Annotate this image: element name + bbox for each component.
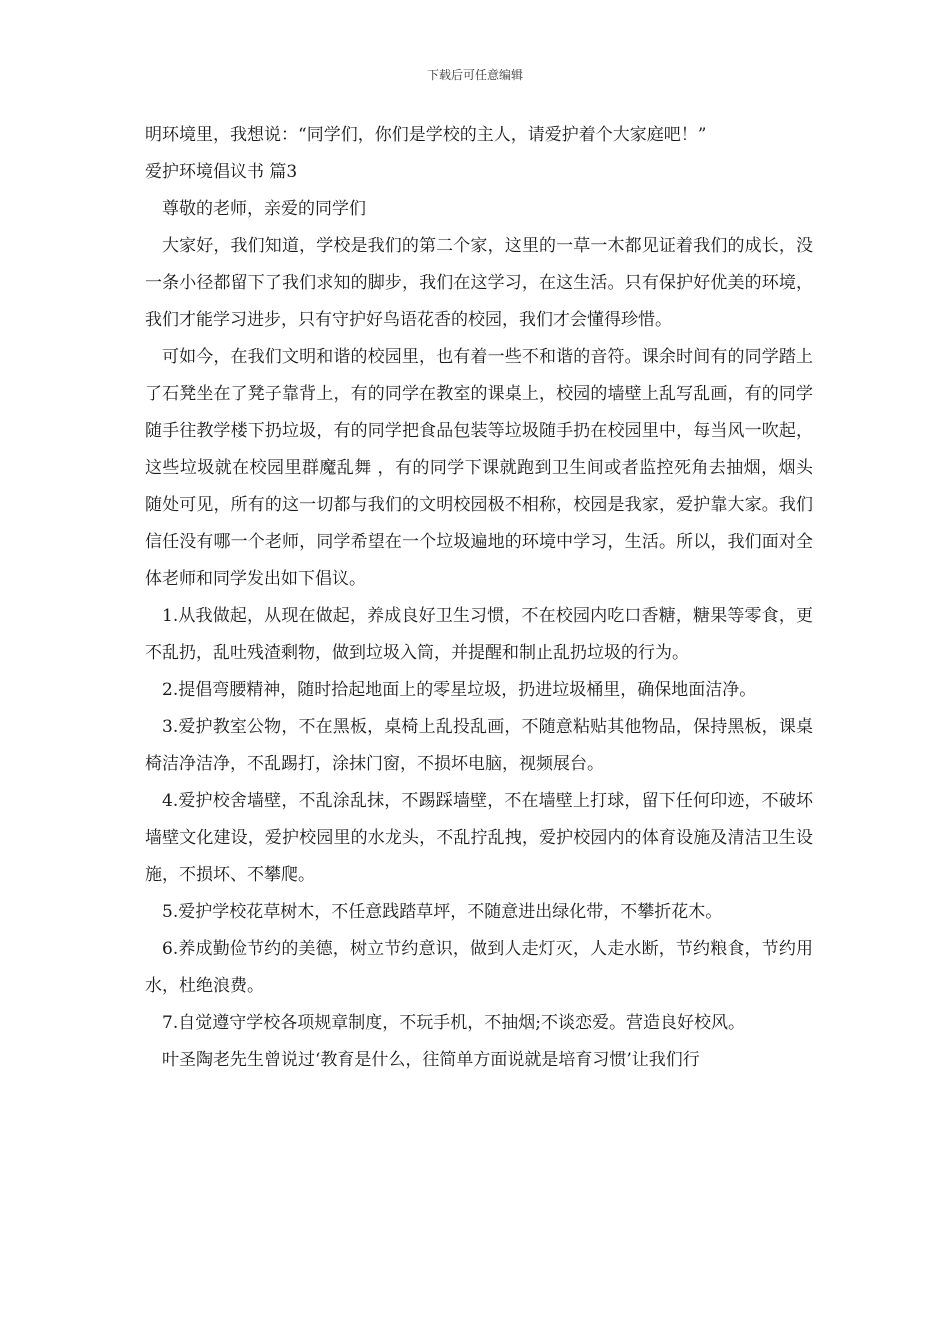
list-item: 3.爱护教室公物，不在黑板，桌椅上乱投乱画，不随意粘贴其他物品，保持黑板，课桌椅洁净洁净，不乱踢打，涂抹门窗，不损坏电脑，视频展台。 (145, 717, 813, 774)
paragraph: 明环境里，我想说：“同学们，你们是学校的主人，请爱护着个大家庭吧！” (145, 125, 707, 145)
list-item: 7.自觉遵守学校各项规章制度，不玩手机，不抽烟;不谈恋爱。营造良好校风。 (162, 1013, 745, 1033)
paragraph: 可如今，在我们文明和谐的校园里，也有着一些不和谐的音符。课余时间有的同学踏上了石凳坐在了凳子靠背上，有的同学在教室的课桌上，校园的墙壁上乱写乱画，有的同学随手往教学楼下扔垃圾，有的同学把食品包装等垃圾随手扔在校园里中，每当风一吹起，这些垃圾就在校园里群魔乱舞 ，有的同学下课就跑到卫生间或者监控死角去抽烟，烟头随处可见，所有的这一切都与我们的文明校园极不相称，校园是我家，爱护靠大家。我们信任没有哪一个老师，同学希望在一个垃圾遍地的环境中学习，生活。所以，我们面对全体老师和同学发出如下倡议。 (145, 347, 813, 589)
list-item: 4.爱护校舍墙壁，不乱涂乱抹，不踢踩墙壁，不在墙壁上打球，留下任何印迹，不破坏墙壁文化建设，爱护校园里的水龙头，不乱拧乱拽，爱护校园内的体育设施及清洁卫生设施，不损坏、不攀爬。 (145, 791, 813, 885)
list-item: 5.爱护学校花草树木，不任意践踏草坪，不随意进出绿化带，不攀折花木。 (162, 902, 723, 922)
page-header: 下载后可任意编辑 (426, 68, 523, 82)
paragraph: 大家好，我们知道，学校是我们的第二个家，这里的一草一木都见证着我们的成长，没一条小径都留下了我们求知的脚步，我们在这学习，在这生活。只有保护好优美的环境，我们才能学习进步，只有守护好鸟语花香的校园，我们才会懂得珍惜。 (145, 236, 813, 330)
list-item: 6.养成勤俭节约的美德，树立节约意识，做到人走灯灭，人走水断，节约粮食，节约用水，杜绝浪费。 (145, 939, 813, 996)
document-body (145, 117, 813, 1079)
list-item: 1.从我做起，从现在做起，养成良好卫生习惯，不在校园内吃口香糖，糖果等零食，更不乱扔，乱吐残渣剩物，做到垃圾入筒，并提醒和制止乱扔垃圾的行为。 (145, 606, 813, 663)
section-title: 爱护环境倡议书 篇3 (145, 162, 298, 182)
paragraph: 叶圣陶老先生曾说过‘教育是什么，往简单方面说就是培育习惯’让我们行 (162, 1050, 700, 1070)
salutation: 尊敬的老师，亲爱的同学们 (162, 199, 366, 219)
list-item: 2.提倡弯腰精神，随时拾起地面上的零星垃圾，扔进垃圾桶里，确保地面洁净。 (162, 680, 757, 700)
